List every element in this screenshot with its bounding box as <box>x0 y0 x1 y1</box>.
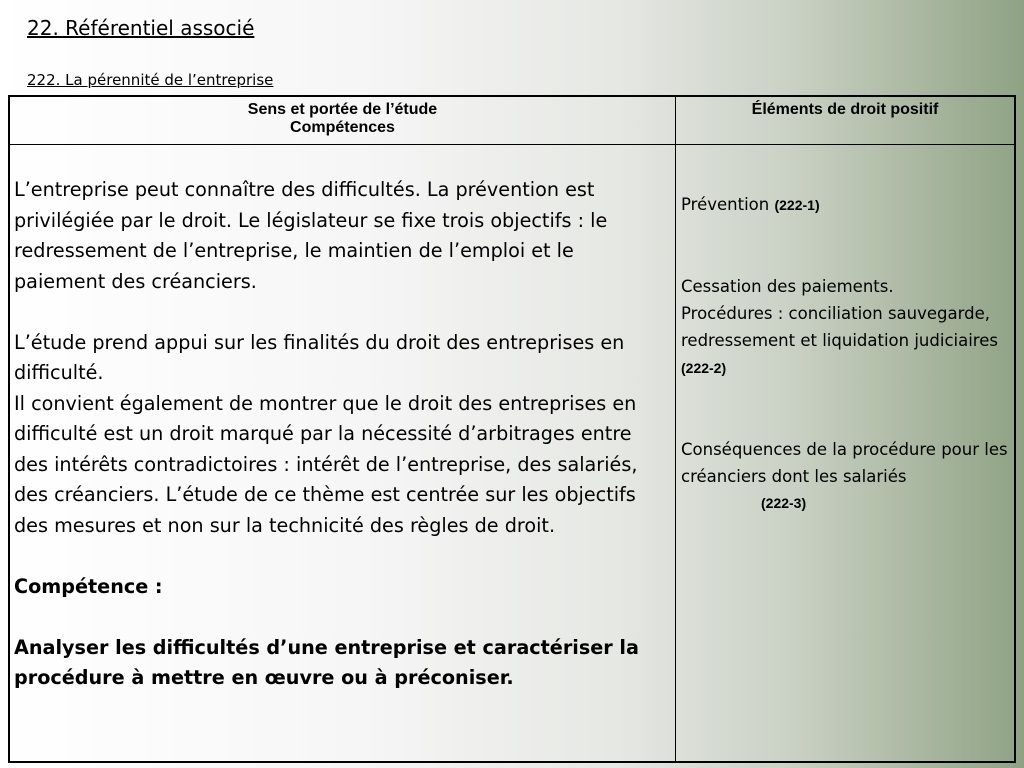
column-header-left <box>10 97 676 145</box>
section-subtitle: 222. La pérennité de l’entreprise <box>27 71 274 89</box>
column-header-left-line2: Compétences <box>290 119 395 136</box>
section-title: 22. Référentiel associé <box>27 16 255 40</box>
column-header-left-line1: Sens et portée de l’étude <box>247 101 438 118</box>
law-item-3-text: Conséquences de la procédure pour les créanciers dont les salariés <box>681 440 1008 486</box>
competence-label: Compétence : <box>14 574 163 598</box>
positive-law-cell <box>676 145 1014 761</box>
study-scope-cell <box>10 145 676 761</box>
law-item-2-text: Procédures : conciliation sauvegarde, redressement et liquidation judiciaires <box>681 304 998 350</box>
paragraph-1: L’entreprise peut connaître des difficultés. La prévention est privilégiée par le droit. Le législateur se fixe trois objectifs : le redressement de l’entreprise, le maintien de l’emploi et le paiement des créanciers. <box>14 178 608 293</box>
paragraph-3: Il convient également de montrer que le droit des entreprises en difficulté est un droit marqué par la nécessité d’arbitrages entre des intérêts contradictoires : intérêt de l’entreprise, des salariés, des créanciers. L’étude de ce thème est centrée sur les objectifs des mesures et non sur la technicité des règles de droit. <box>14 391 638 537</box>
law-item-2-ref: (222-2) <box>681 360 727 376</box>
paragraph-2: L’étude prend appui sur les finalités du droit des entreprises en difficulté. <box>14 330 625 384</box>
law-item-1 <box>681 191 1010 219</box>
column-header-right: Éléments de droit positif <box>676 97 1014 145</box>
referentiel-table <box>8 95 1016 763</box>
law-item-1-ref: (222-1) <box>774 197 820 213</box>
law-item-3-ref: (222-3) <box>761 495 807 511</box>
law-item-2 <box>681 300 1010 382</box>
law-item-2-line1: Cessation des paiements. <box>681 277 894 296</box>
competence-text: Analyser les difficultés d’une entreprise et caractériser la procédure à mettre en œuvre ou à préconiser. <box>14 635 639 689</box>
law-item-1-text: Prévention <box>681 195 770 214</box>
